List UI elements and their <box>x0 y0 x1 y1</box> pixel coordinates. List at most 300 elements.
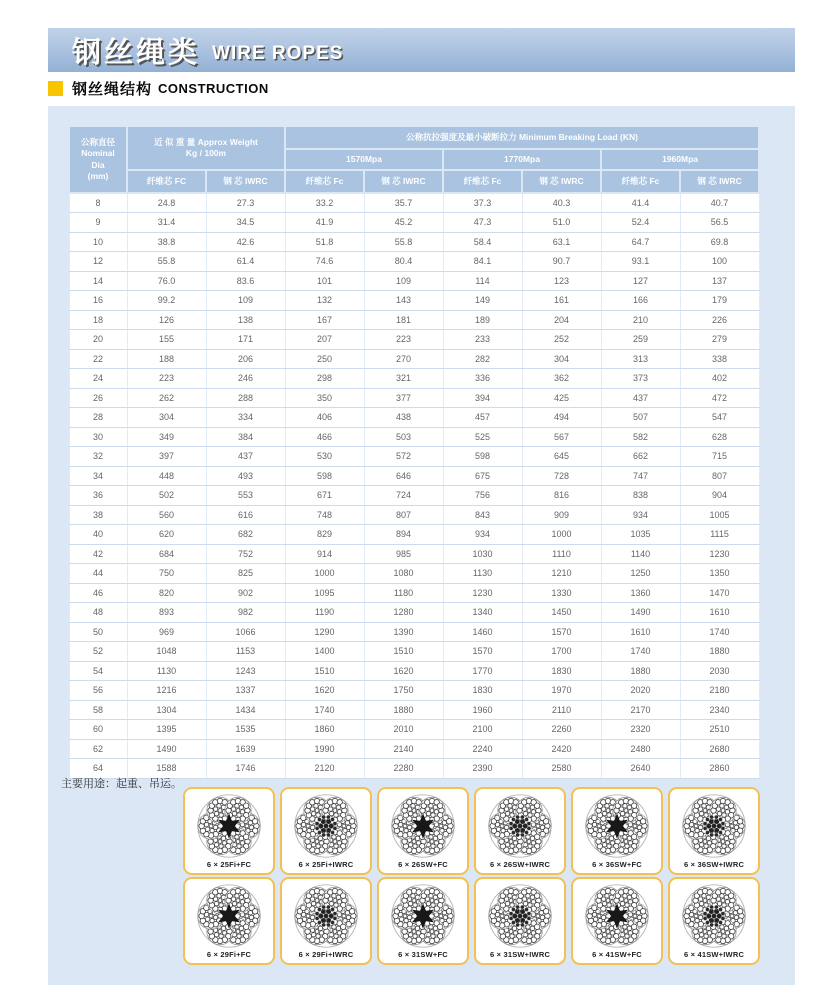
table-cell: 1490 <box>127 739 206 759</box>
rope-card-label: 6 × 26SW+IWRC <box>489 860 551 869</box>
table-cell: 377 <box>364 388 443 408</box>
table-cell: 1280 <box>364 603 443 623</box>
table-cell: 282 <box>443 349 522 369</box>
table-cell: 336 <box>443 369 522 389</box>
table-cell: 1610 <box>680 603 759 623</box>
rope-card-label: 6 × 29Fi+FC <box>206 950 252 959</box>
table-cell: 893 <box>127 603 206 623</box>
table-cell: 1030 <box>443 544 522 564</box>
table-cell: 1290 <box>285 622 364 642</box>
table-cell: 2390 <box>443 759 522 779</box>
table-cell: 807 <box>364 505 443 525</box>
table-cell: 34.5 <box>206 213 285 233</box>
rope-card-label: 6 × 41SW+FC <box>592 950 642 959</box>
table-cell: 26 <box>69 388 127 408</box>
table-cell: 373 <box>601 369 680 389</box>
table-cell: 349 <box>127 427 206 447</box>
table-cell: 48 <box>69 603 127 623</box>
table-cell: 747 <box>601 466 680 486</box>
table-cell: 1750 <box>364 681 443 701</box>
table-row <box>69 408 759 428</box>
table-cell: 38.8 <box>127 232 206 252</box>
table-cell: 51.0 <box>522 213 601 233</box>
table-cell: 2420 <box>522 739 601 759</box>
table-cell: 457 <box>443 408 522 428</box>
table-cell: 41.4 <box>601 193 680 213</box>
table-cell: 161 <box>522 291 601 311</box>
rope-card-label: 6 × 31SW+IWRC <box>489 950 551 959</box>
table-cell: 61.4 <box>206 252 285 272</box>
table-row <box>69 505 759 525</box>
table-cell: 52.4 <box>601 213 680 233</box>
table-cell: 2260 <box>522 720 601 740</box>
table-cell: 1066 <box>206 622 285 642</box>
header-weight-line1: 近 似 重 量 Approx Weight <box>154 136 258 147</box>
table-cell: 137 <box>680 271 759 291</box>
table-cell: 28 <box>69 408 127 428</box>
table-cell: 84.1 <box>443 252 522 272</box>
header-fc: 纤维芯 Fc <box>601 170 680 193</box>
table-cell: 1035 <box>601 525 680 545</box>
table-cell: 100 <box>680 252 759 272</box>
table-cell: 123 <box>522 271 601 291</box>
table-cell: 1620 <box>364 661 443 681</box>
table-cell: 1434 <box>206 700 285 720</box>
table-cell: 74.6 <box>285 252 364 272</box>
table-cell: 934 <box>443 525 522 545</box>
table-cell: 437 <box>601 388 680 408</box>
header-weight-line2: Kg / 100m <box>185 148 227 158</box>
table-cell: 1330 <box>522 583 601 603</box>
table-cell: 448 <box>127 466 206 486</box>
table-row <box>69 447 759 467</box>
table-cell: 362 <box>522 369 601 389</box>
table-cell: 46 <box>69 583 127 603</box>
table-cell: 52 <box>69 642 127 662</box>
rope-card-label: 6 × 26SW+FC <box>398 860 448 869</box>
table-cell: 985 <box>364 544 443 564</box>
table-cell: 101 <box>285 271 364 291</box>
rope-card <box>377 877 469 965</box>
table-cell: 30 <box>69 427 127 447</box>
table-cell: 502 <box>127 486 206 506</box>
table-cell: 1048 <box>127 642 206 662</box>
table-cell: 1770 <box>443 661 522 681</box>
header-dia-line: Nominal <box>81 148 115 159</box>
table-cell: 715 <box>680 447 759 467</box>
table-cell: 1216 <box>127 681 206 701</box>
table-cell: 56 <box>69 681 127 701</box>
table-cell: 204 <box>522 310 601 330</box>
table-cell: 1130 <box>443 564 522 584</box>
table-cell: 646 <box>364 466 443 486</box>
header-fc: 纤维芯 Fc <box>285 170 364 193</box>
table-row <box>69 310 759 330</box>
table-row <box>69 564 759 584</box>
table-cell: 206 <box>206 349 285 369</box>
section-title-en: CONSTRUCTION <box>158 80 269 96</box>
table-row <box>69 369 759 389</box>
table-cell: 58 <box>69 700 127 720</box>
table-cell: 252 <box>522 330 601 350</box>
table-cell: 167 <box>285 310 364 330</box>
table-row <box>69 681 759 701</box>
table-cell: 14 <box>69 271 127 291</box>
header-dia-line: (mm) <box>87 170 109 181</box>
header-iwrc: 钢 芯 IWRC <box>364 170 443 193</box>
table-cell: 93.1 <box>601 252 680 272</box>
table-cell: 40.3 <box>522 193 601 213</box>
table-cell: 1243 <box>206 661 285 681</box>
table-cell: 155 <box>127 330 206 350</box>
table-cell: 34 <box>69 466 127 486</box>
table-cell: 166 <box>601 291 680 311</box>
table-cell: 582 <box>601 427 680 447</box>
table-cell: 250 <box>285 349 364 369</box>
table-row <box>69 252 759 272</box>
table-cell: 1095 <box>285 583 364 603</box>
page-title-en: WIRE ROPES <box>212 43 344 64</box>
table-cell: 1400 <box>285 642 364 662</box>
table-cell: 1610 <box>601 622 680 642</box>
table-cell: 2510 <box>680 720 759 740</box>
table-cell: 58.4 <box>443 232 522 252</box>
table-cell: 210 <box>601 310 680 330</box>
table-cell: 1510 <box>285 661 364 681</box>
table-cell: 50 <box>69 622 127 642</box>
table-cell: 560 <box>127 505 206 525</box>
table-cell: 472 <box>680 388 759 408</box>
table-cell: 1570 <box>522 622 601 642</box>
table-cell: 553 <box>206 486 285 506</box>
table-cell: 1880 <box>364 700 443 720</box>
header-breaking-load: 公称抗拉强度及最小破断拉力 Minimum Breaking Load (KN) <box>285 126 759 149</box>
table-cell: 62 <box>69 739 127 759</box>
table-cell: 894 <box>364 525 443 545</box>
table-cell: 843 <box>443 505 522 525</box>
table-cell: 620 <box>127 525 206 545</box>
table-cell: 1210 <box>522 564 601 584</box>
table-cell: 820 <box>127 583 206 603</box>
table-cell: 1860 <box>285 720 364 740</box>
table-cell: 1250 <box>601 564 680 584</box>
table-cell: 825 <box>206 564 285 584</box>
table-row <box>69 622 759 642</box>
table-cell: 2110 <box>522 700 601 720</box>
table-cell: 126 <box>127 310 206 330</box>
table-cell: 2320 <box>601 720 680 740</box>
table-cell: 259 <box>601 330 680 350</box>
table-cell: 394 <box>443 388 522 408</box>
table-row <box>69 583 759 603</box>
table-cell: 384 <box>206 427 285 447</box>
header-approx-weight <box>127 126 285 170</box>
header-fc: 纤维芯 FC <box>127 170 206 193</box>
table-cell: 270 <box>364 349 443 369</box>
table-cell: 1700 <box>522 642 601 662</box>
table-cell: 437 <box>206 447 285 467</box>
rope-card-label: 6 × 41SW+IWRC <box>683 950 745 959</box>
table-cell: 2020 <box>601 681 680 701</box>
table-cell: 350 <box>285 388 364 408</box>
rope-cross-section-diagram <box>287 882 365 950</box>
table-cell: 181 <box>364 310 443 330</box>
header-dia-line: 公称直径 <box>80 136 115 147</box>
section-title-zh: 钢丝绳结构 <box>72 80 153 98</box>
table-cell: 402 <box>680 369 759 389</box>
table-cell: 56.5 <box>680 213 759 233</box>
rope-card <box>571 877 663 965</box>
table-cell: 503 <box>364 427 443 447</box>
table-cell: 35.7 <box>364 193 443 213</box>
cards-row2 <box>183 877 760 965</box>
table-cell: 16 <box>69 291 127 311</box>
table-row <box>69 739 759 759</box>
table-cell: 99.2 <box>127 291 206 311</box>
rope-card-label: 6 × 36SW+FC <box>592 860 642 869</box>
table-row <box>69 661 759 681</box>
rope-card <box>571 787 663 875</box>
table-cell: 934 <box>601 505 680 525</box>
table-cell: 171 <box>206 330 285 350</box>
table-cell: 2140 <box>364 739 443 759</box>
header-nominal-dia <box>69 126 127 193</box>
table-cell: 42 <box>69 544 127 564</box>
table-cell: 1000 <box>285 564 364 584</box>
table-cell: 816 <box>522 486 601 506</box>
table-cell: 27.3 <box>206 193 285 213</box>
table-cell: 1005 <box>680 505 759 525</box>
table-cell: 1110 <box>522 544 601 564</box>
table-cell: 838 <box>601 486 680 506</box>
table-cell: 54 <box>69 661 127 681</box>
rope-card <box>280 877 372 965</box>
cards-row1 <box>183 787 760 875</box>
table-cell: 12 <box>69 252 127 272</box>
rope-cross-section-diagram <box>578 792 656 860</box>
header-iwrc: 钢 芯 IWRC <box>680 170 759 193</box>
table-cell: 1639 <box>206 739 285 759</box>
table-cell: 1390 <box>364 622 443 642</box>
table-cell: 51.8 <box>285 232 364 252</box>
table-row <box>69 427 759 447</box>
table-cell: 80.4 <box>364 252 443 272</box>
table-cell: 724 <box>364 486 443 506</box>
table-cell: 132 <box>285 291 364 311</box>
table-cell: 60 <box>69 720 127 740</box>
table-cell: 1000 <box>522 525 601 545</box>
table-cell: 313 <box>601 349 680 369</box>
table-cell: 807 <box>680 466 759 486</box>
table-cell: 44 <box>69 564 127 584</box>
table-cell: 684 <box>127 544 206 564</box>
table-row <box>69 603 759 623</box>
table-cell: 982 <box>206 603 285 623</box>
table-cell: 334 <box>206 408 285 428</box>
header-dia-line: Dia <box>91 159 105 170</box>
table-cell: 188 <box>127 349 206 369</box>
rope-card <box>183 877 275 965</box>
table-cell: 20 <box>69 330 127 350</box>
table-row <box>69 330 759 350</box>
table-cell: 69.8 <box>680 232 759 252</box>
table-cell: 2180 <box>680 681 759 701</box>
table-cell: 547 <box>680 408 759 428</box>
table-cell: 45.2 <box>364 213 443 233</box>
table-cell: 530 <box>285 447 364 467</box>
table-cell: 36 <box>69 486 127 506</box>
table-cell: 127 <box>601 271 680 291</box>
rope-card <box>474 787 566 875</box>
table-cell: 2860 <box>680 759 759 779</box>
rope-cross-section-diagram <box>190 792 268 860</box>
table-cell: 1460 <box>443 622 522 642</box>
table-cell: 47.3 <box>443 213 522 233</box>
header-fc: 纤维芯 Fc <box>443 170 522 193</box>
table-cell: 1970 <box>522 681 601 701</box>
table-cell: 304 <box>127 408 206 428</box>
table-cell: 572 <box>364 447 443 467</box>
table-cell: 246 <box>206 369 285 389</box>
table-row <box>69 193 759 213</box>
rope-cross-section-diagram <box>481 882 559 950</box>
table-cell: 628 <box>680 427 759 447</box>
spec-table-wrap <box>68 125 760 779</box>
table-cell: 598 <box>443 447 522 467</box>
table-cell: 1395 <box>127 720 206 740</box>
table-cell: 525 <box>443 427 522 447</box>
table-cell: 902 <box>206 583 285 603</box>
table-cell: 507 <box>601 408 680 428</box>
table-cell: 149 <box>443 291 522 311</box>
rope-card-label: 6 × 29Fi+IWRC <box>298 950 354 959</box>
rope-card-label: 6 × 25Fi+IWRC <box>298 860 354 869</box>
header-iwrc: 钢 芯 IWRC <box>522 170 601 193</box>
table-cell: 598 <box>285 466 364 486</box>
table-cell: 1588 <box>127 759 206 779</box>
table-cell: 914 <box>285 544 364 564</box>
table-cell: 1140 <box>601 544 680 564</box>
table-row <box>69 720 759 740</box>
table-cell: 288 <box>206 388 285 408</box>
yellow-square-bullet-icon <box>48 81 63 96</box>
table-cell: 24.8 <box>127 193 206 213</box>
table-cell: 114 <box>443 271 522 291</box>
table-cell: 2100 <box>443 720 522 740</box>
table-row <box>69 525 759 545</box>
table-cell: 76.0 <box>127 271 206 291</box>
table-cell: 8 <box>69 193 127 213</box>
table-body <box>69 193 759 778</box>
rope-cross-section-diagram <box>675 882 753 950</box>
table-row <box>69 642 759 662</box>
table-cell: 40.7 <box>680 193 759 213</box>
table-cell: 1490 <box>601 603 680 623</box>
table-row <box>69 700 759 720</box>
table-row <box>69 232 759 252</box>
table-cell: 2680 <box>680 739 759 759</box>
table-cell: 425 <box>522 388 601 408</box>
table-cell: 2280 <box>364 759 443 779</box>
table-cell: 829 <box>285 525 364 545</box>
table-row <box>69 271 759 291</box>
table-cell: 438 <box>364 408 443 428</box>
table-cell: 298 <box>285 369 364 389</box>
rope-card <box>668 877 760 965</box>
rope-cross-section-diagram <box>481 792 559 860</box>
table-cell: 22 <box>69 349 127 369</box>
table-cell: 2120 <box>285 759 364 779</box>
table-cell: 31.4 <box>127 213 206 233</box>
table-cell: 262 <box>127 388 206 408</box>
table-row <box>69 349 759 369</box>
table-cell: 728 <box>522 466 601 486</box>
table-row <box>69 291 759 311</box>
header-1960mpa: 1960Mpa <box>601 149 759 170</box>
table-cell: 338 <box>680 349 759 369</box>
table-cell: 662 <box>601 447 680 467</box>
table-cell: 64.7 <box>601 232 680 252</box>
rope-card <box>668 787 760 875</box>
table-cell: 1304 <box>127 700 206 720</box>
table-cell: 1230 <box>680 544 759 564</box>
table-cell: 32 <box>69 447 127 467</box>
table-cell: 756 <box>443 486 522 506</box>
table-cell: 406 <box>285 408 364 428</box>
table-cell: 38 <box>69 505 127 525</box>
header-iwrc: 钢 芯 IWRC <box>206 170 285 193</box>
table-cell: 2640 <box>601 759 680 779</box>
table-cell: 1620 <box>285 681 364 701</box>
rope-card <box>183 787 275 875</box>
rope-card-label: 6 × 25Fi+FC <box>206 860 252 869</box>
header-1570mpa: 1570Mpa <box>285 149 443 170</box>
table-row <box>69 388 759 408</box>
table-row <box>69 544 759 564</box>
usage-note: 主要用途：起重、吊运。 <box>61 778 182 790</box>
table-cell: 2170 <box>601 700 680 720</box>
table-cell: 494 <box>522 408 601 428</box>
table-cell: 2030 <box>680 661 759 681</box>
table-cell: 466 <box>285 427 364 447</box>
table-cell: 37.3 <box>443 193 522 213</box>
table-cell: 1960 <box>443 700 522 720</box>
table-cell: 1230 <box>443 583 522 603</box>
table-cell: 1115 <box>680 525 759 545</box>
table-cell: 1350 <box>680 564 759 584</box>
table-cell: 675 <box>443 466 522 486</box>
page-banner <box>48 28 795 72</box>
rope-card <box>377 787 469 875</box>
header-1770mpa: 1770Mpa <box>443 149 601 170</box>
page-title-zh: 钢丝绳类 <box>72 36 201 69</box>
table-cell: 1830 <box>443 681 522 701</box>
table-cell: 616 <box>206 505 285 525</box>
table-cell: 1535 <box>206 720 285 740</box>
table-cell: 1990 <box>285 739 364 759</box>
table-row <box>69 213 759 233</box>
table-cell: 682 <box>206 525 285 545</box>
table-cell: 1510 <box>364 642 443 662</box>
table-cell: 83.6 <box>206 271 285 291</box>
table-cell: 55.8 <box>364 232 443 252</box>
table-cell: 63.1 <box>522 232 601 252</box>
table-cell: 2580 <box>522 759 601 779</box>
rope-card-label: 6 × 31SW+FC <box>398 950 448 959</box>
table-cell: 493 <box>206 466 285 486</box>
table-cell: 10 <box>69 232 127 252</box>
table-cell: 1740 <box>285 700 364 720</box>
